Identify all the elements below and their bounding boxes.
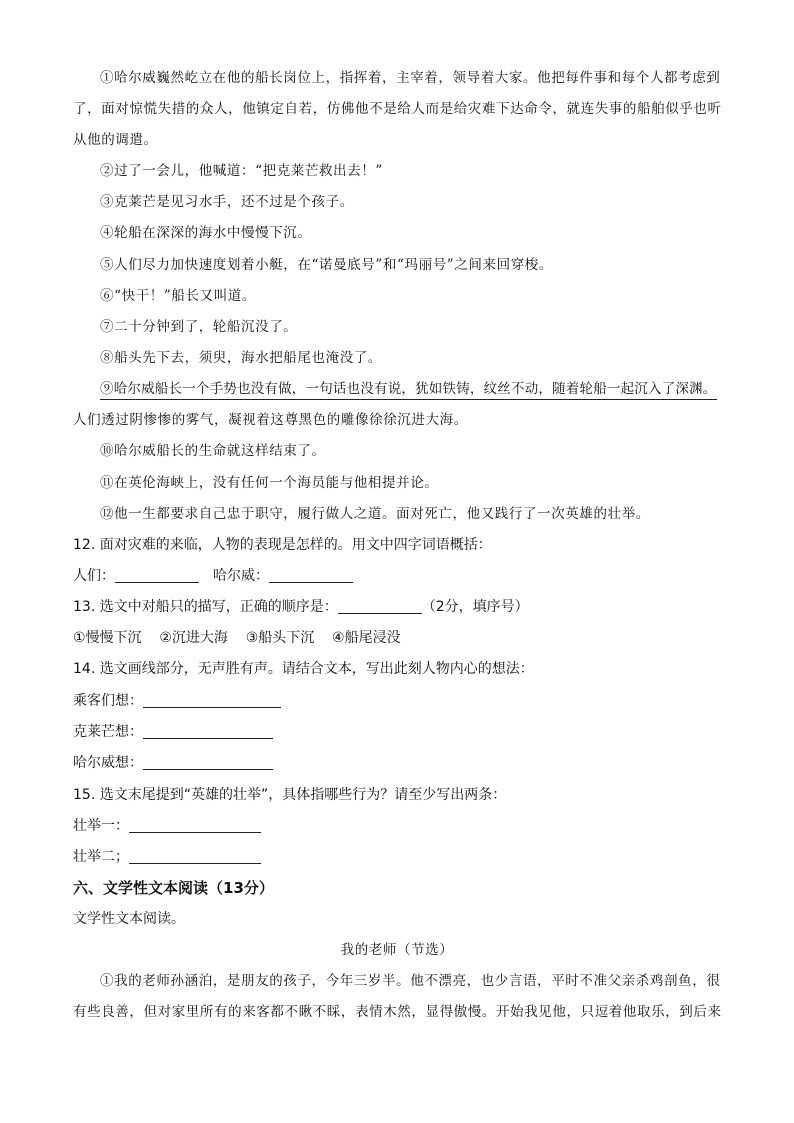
q14-clement-row — [73, 722, 273, 742]
paragraph-7: ⑦二十分钟到了，轮船沉没了。 — [100, 319, 298, 335]
paragraph-4: ④轮船在深深的海水中慢慢下沉。 — [100, 225, 312, 241]
q12-harvey-label: 哈尔威： — [213, 568, 269, 584]
q14-harvey-label: 哈尔威想： — [73, 755, 143, 771]
q14-passengers-label: 乘客们想： — [73, 693, 143, 709]
paragraph-1-line-2: 了，面对惊慌失措的众人，他镇定自若，仿佛他不是给人而是给灾难下达命令，就连失事的船舶似乎也听 — [73, 101, 722, 117]
q15-deed-1-label: 壮举一： — [73, 818, 129, 834]
paragraph-11: ⑪在英伦海峡上，没有任何一个海员能与他相提并论。 — [100, 475, 439, 491]
paragraph-12: ⑫他一生都要求自己忠于职守，履行做人之道。面对死亡，他又践行了一次英雄的壮举。 — [100, 506, 650, 522]
q14-passengers-blank[interactable] — [143, 692, 281, 708]
q12-people-blank[interactable] — [115, 567, 199, 583]
question-13-options: ①慢慢下沉 ②沉进大海 ③船头下沉 ④船尾浸没 — [73, 630, 401, 646]
paragraph-8: ⑧船头先下去，须臾，海水把船尾也淹没了。 — [100, 350, 382, 366]
section-6-paragraph-1-line-2: 有些良善，但对家里所有的来客都不瞅不睬，表情木然，显得傲慢。开始我见他，只逗着他取乐，到后来 — [73, 1004, 722, 1020]
q13-blank[interactable] — [338, 598, 422, 614]
question-15: 15. 选文末尾提到“英雄的壮举”，具体指哪些行为？请至少写出两条： — [73, 787, 507, 803]
q14-passengers-row — [73, 691, 281, 711]
paragraph-5: ⑤人们尽力加快速度划着小艇，在“诺曼底号”和“玛丽号”之间来回穿梭。 — [100, 257, 554, 273]
q12-harvey-blank[interactable] — [269, 567, 353, 583]
paragraph-9-line-2: 人们透过阴惨惨的雾气，凝视着这尊黑色的雕像徐徐沉进大海。 — [73, 412, 468, 428]
q15-deed-2-label: 壮举二； — [73, 849, 129, 865]
section-6-paragraph-1-line-1: ①我的老师孙涵泊，是朋友的孩子，今年三岁半。他不漂亮，也少言语，平时不准父亲杀鸡剖鱼，很 — [100, 973, 721, 989]
section-6-intro: 文学性文本阅读。 — [73, 911, 185, 927]
paragraph-2: ②过了一会儿，他喊道：“把克莱芒救出去！” — [100, 163, 383, 179]
q15-deed-1-blank[interactable] — [129, 817, 261, 833]
section-6-heading: 六、文学性文本阅读（13分） — [73, 879, 274, 897]
q15-deed-1-row — [73, 816, 261, 836]
paragraph-10: ⑩哈尔威船长的生命就这样结束了。 — [100, 443, 326, 459]
q13-prompt: 13. 选文中对船只的描写，正确的顺序是： — [73, 599, 338, 615]
paragraph-6: ⑥“快干！”船长又叫道。 — [100, 288, 257, 304]
q14-harvey-blank[interactable] — [143, 754, 273, 770]
q14-harvey-row — [73, 753, 273, 773]
article-title: 我的老师（节选） — [340, 942, 454, 958]
question-12-answers — [73, 566, 353, 586]
question-12: 12. 面对灾难的来临，人物的表现是怎样的。用文中四字词语概括： — [73, 537, 492, 553]
underlined-sentence: ⑨哈尔威船长一个手势也没有做，一句话也没有说，犹如铁铸，纹丝不动，随着轮船一起沉入了深渊。 — [100, 381, 717, 400]
paragraph-3: ③克莱芒是见习水手，还不过是个孩子。 — [100, 194, 354, 210]
paragraph-1-line-1: ①哈尔威巍然屹立在他的船长岗位上，指挥着，主宰着，领导着大家。他把每件事和每个人都考虑到 — [100, 70, 721, 86]
q13-suffix: （2分，填序号） — [421, 599, 529, 615]
q15-deed-2-row — [73, 847, 261, 867]
q14-clement-blank[interactable] — [143, 723, 273, 739]
q15-deed-2-blank[interactable] — [129, 848, 261, 864]
question-14: 14. 选文画线部分，无声胜有声。请结合文本，写出此刻人物内心的想法： — [73, 661, 534, 677]
q14-clement-label: 克莱芒想： — [73, 724, 143, 740]
paragraph-1-line-3: 从他的调遣。 — [73, 132, 158, 148]
q12-people-label: 人们： — [73, 568, 115, 584]
question-13 — [73, 597, 529, 617]
paragraph-9-line-1 — [100, 379, 735, 399]
